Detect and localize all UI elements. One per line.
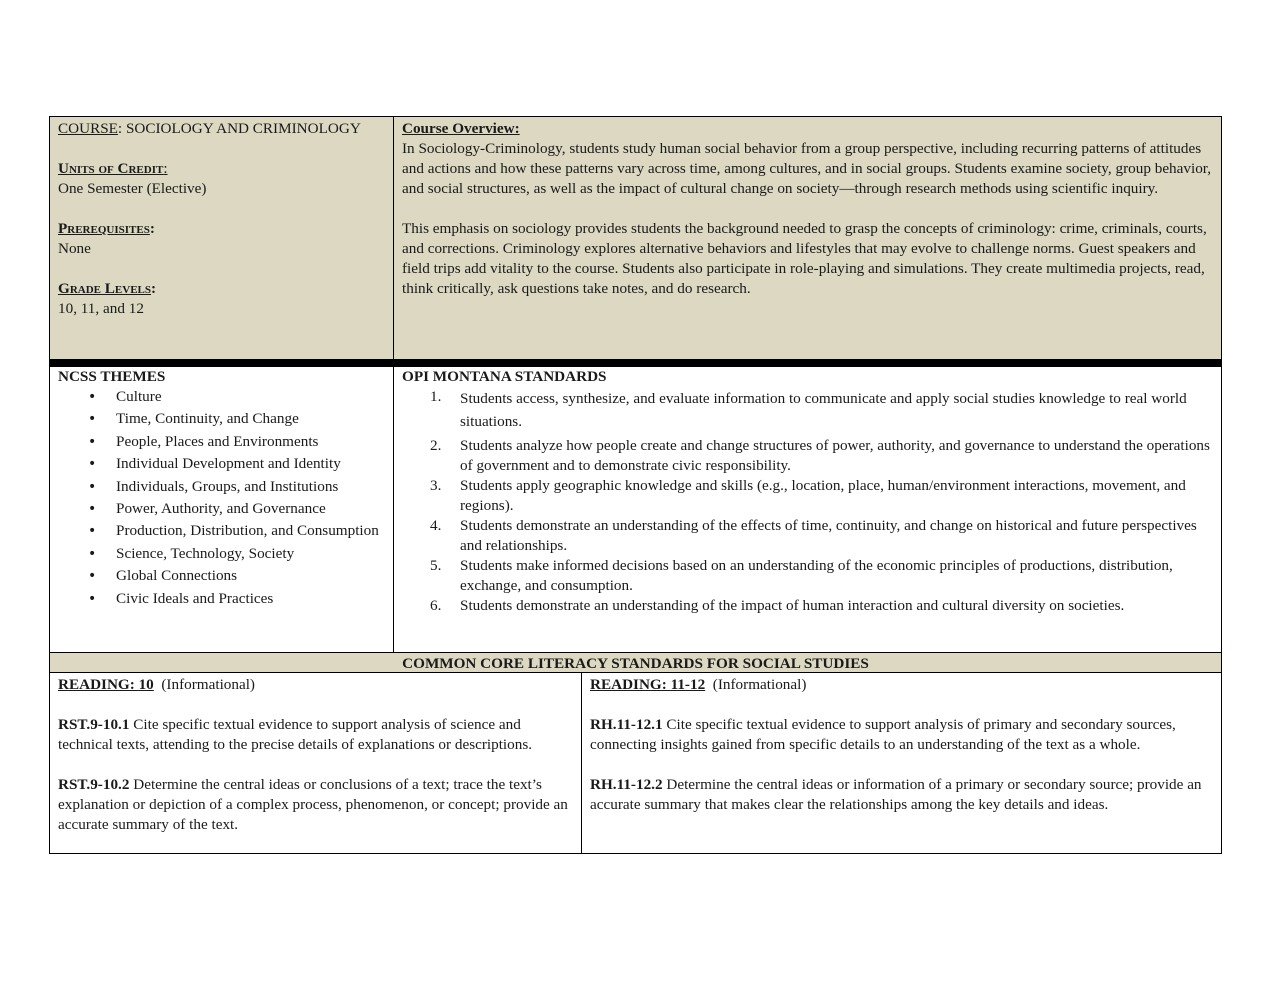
course-title: COURSE: SOCIOLOGY AND CRIMINOLOGY (58, 120, 361, 137)
list-item: • Individuals, Groups, and Institutions (116, 477, 385, 497)
standards-row (50, 367, 1221, 652)
standard-rst-9-10-2: RST.9-10.2 Determine the central ideas or conclusions of a text; trace the text’s explanation or depiction of a complex process, phenomenon, or concept; provide an accurate summary of the text. (58, 776, 568, 833)
reading-10-cell (50, 673, 582, 853)
list-item: • Time, Continuity, and Change (116, 409, 385, 429)
list-item: • Science, Technology, Society (116, 544, 385, 564)
list-item: • People, Places and Environments (116, 432, 385, 452)
list-item: • Production, Distribution, and Consumption (116, 521, 385, 541)
ncss-themes-heading: NCSS THEMES (58, 368, 166, 385)
standard-rh-11-12-1: RH.11-12.1 Cite specific textual evidence to support analysis of primary and secondary sources, connecting insights gained from specific details to an understanding of the text as a whole. (590, 716, 1176, 753)
course-overview-para2: This emphasis on sociology provides students the background needed to grasp the concepts of criminology: crime, criminals, courts, and corrections. Criminology explores alternative behaviors and lifestyles that may evolve to challenge norms. Guest speakers and field trips add vitality to the course. Students also participate in role-playing and simulations. They create multimedia projects, read, think critically, ask questions take notes, and do research. (402, 220, 1207, 297)
reading-10-heading: READING: 10 (Informational) (58, 676, 255, 693)
ncss-themes-list (58, 387, 385, 609)
course-overview-heading: Course Overview: (402, 120, 520, 137)
prerequisites-label: Prerequisites: (58, 220, 155, 237)
grade-levels-label: Grade Levels: (58, 280, 157, 297)
opi-standards-heading: OPI MONTANA STANDARDS (402, 368, 607, 385)
course-document-table (49, 116, 1222, 854)
reading-11-12-heading: READING: 11-12 (Informational) (590, 676, 807, 693)
list-item: 2. Students analyze how people create and change structures of power, authority, and governance to understand the operations of government and to demonstrate civic responsibility. (430, 437, 1210, 474)
reading-11-12-cell (582, 673, 1221, 853)
section-divider (50, 359, 1221, 367)
list-item: • Individual Development and Identity (116, 454, 385, 474)
list-item: • Power, Authority, and Governance (116, 499, 385, 519)
common-core-row (50, 673, 1221, 853)
ncss-themes-cell (50, 367, 394, 652)
list-item: 4. Students demonstrate an understanding of the effects of time, continuity, and change on historical and future perspectives and relationships. (430, 517, 1197, 554)
list-item: 3. Students apply geographic knowledge and skills (e.g., location, place, human/environment interactions, movement, and regions). (430, 477, 1186, 514)
grade-levels-value: 10, 11, and 12 (58, 300, 144, 317)
opi-standards-list (402, 387, 1213, 616)
course-info-cell (50, 117, 394, 359)
opi-standards-cell (394, 367, 1221, 652)
prerequisites-value: None (58, 240, 91, 257)
course-overview-para1: In Sociology-Criminology, students study human social behavior from a group perspective, including recurring patterns of attitudes and actions and how these patterns vary across time, among cultures, and in social groups. Students examine society, group behavior, and social structures, as well as the impact of cultural change on society—through research methods using scientific inquiry. (402, 140, 1212, 197)
course-info-row (50, 117, 1221, 359)
list-item: 5. Students make informed decisions based on an understanding of the economic principles of productions, distribution, exchange, and consumption. (430, 557, 1173, 594)
course-overview-cell (394, 117, 1221, 359)
standard-rh-11-12-2: RH.11-12.2 Determine the central ideas or information of a primary or secondary source; provide an accurate summary that makes clear the relationships among the key details and ideas. (590, 776, 1202, 813)
standard-rst-9-10-1: RST.9-10.1 Cite specific textual evidence to support analysis of science and technical texts, attending to the precise details of explanations or descriptions. (58, 716, 533, 753)
units-of-credit-value: One Semester (Elective) (58, 180, 207, 197)
common-core-banner: COMMON CORE LITERACY STANDARDS FOR SOCIAL STUDIES (50, 652, 1221, 673)
list-item: • Culture (116, 387, 385, 407)
units-of-credit-label: Units of Credit: (58, 160, 168, 177)
list-item: 6. Students demonstrate an understanding of the impact of human interaction and cultural diversity on societies. (430, 597, 1125, 614)
list-item: • Civic Ideals and Practices (116, 589, 385, 609)
list-item: • Global Connections (116, 566, 385, 586)
list-item: 1. Students access, synthesize, and evaluate information to communicate and apply social studies knowledge to real world situations. (430, 388, 1187, 430)
